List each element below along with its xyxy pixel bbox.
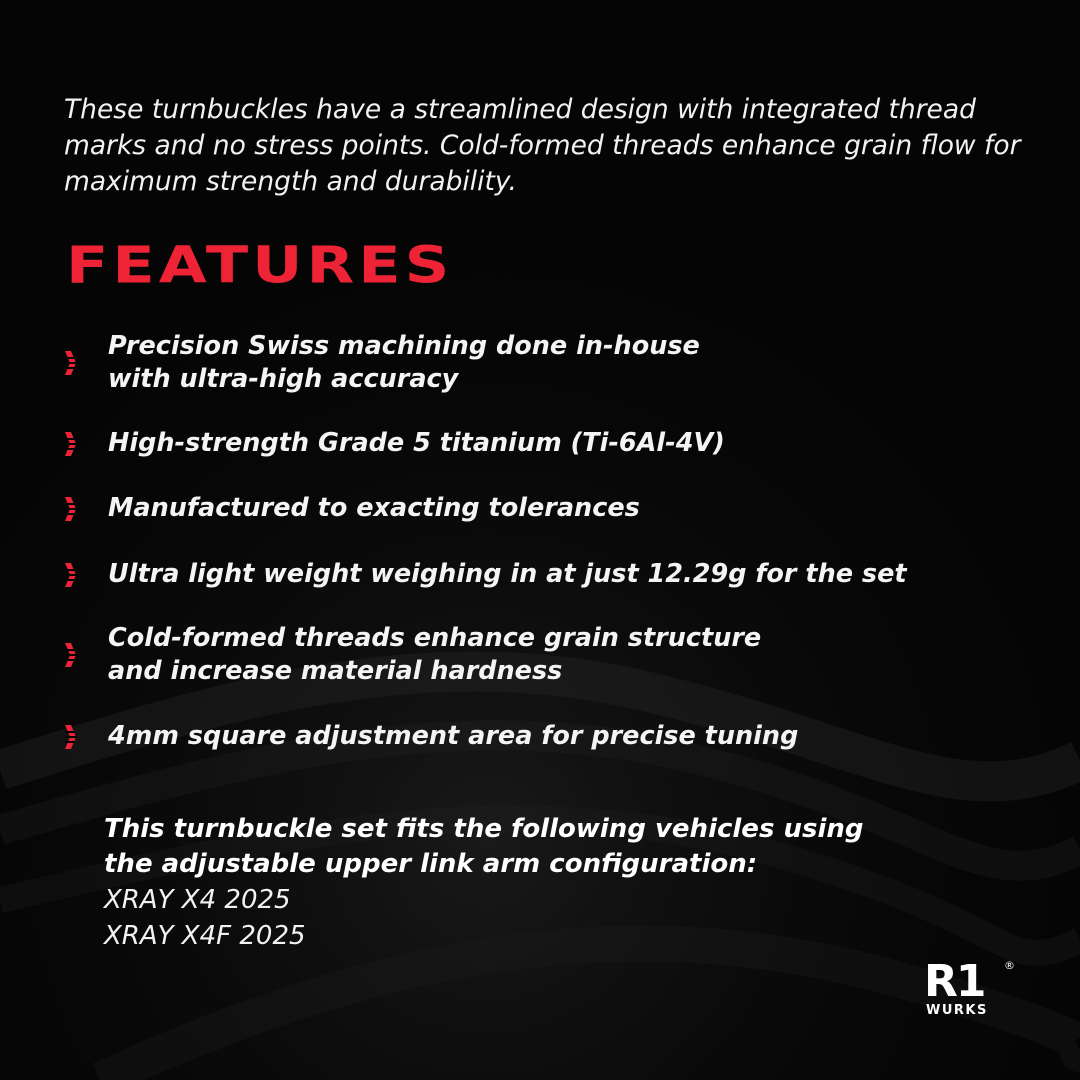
feature-item bbox=[62, 558, 1022, 591]
registered-mark: ® bbox=[1004, 959, 1015, 972]
logo-mark: R1 bbox=[924, 956, 985, 1007]
logo-wordmark: WURKS bbox=[926, 1003, 988, 1018]
chevron-right-icon bbox=[62, 494, 82, 524]
feature-text: Ultra light weight weighing in at just 12.29g for the set bbox=[108, 559, 907, 589]
feature-text: Cold-formed threads enhance grain structure and increase material hardness bbox=[108, 623, 762, 686]
feature-text: 4mm square adjustment area for precise tuning bbox=[108, 721, 799, 751]
chevron-right-icon bbox=[62, 429, 82, 459]
feature-text: Manufactured to exacting tolerances bbox=[108, 493, 640, 523]
features-heading: FEATURES bbox=[66, 235, 454, 296]
fitment-intro: This turnbuckle set fits the following vehicles using the adjustable upper link arm configuration: bbox=[104, 814, 864, 879]
chevron-right-icon bbox=[62, 722, 82, 752]
intro-paragraph: These turnbuckles have a streamlined design with integrated thread marks and no stress points. Cold-formed threads enhance grain flow for maximum strength and durability. bbox=[64, 94, 1021, 197]
vehicle-item: XRAY X4 2025 bbox=[104, 885, 291, 915]
vehicle-item: XRAY X4F 2025 bbox=[104, 921, 306, 951]
feature-text: Precision Swiss machining done in-house with ultra-high accuracy bbox=[108, 331, 700, 394]
feature-text: High-strength Grade 5 titanium (Ti-6Al-4V) bbox=[108, 428, 725, 458]
chevron-right-icon bbox=[62, 560, 82, 590]
chevron-right-icon bbox=[62, 348, 82, 378]
fitment-section bbox=[104, 812, 984, 954]
feature-item bbox=[62, 330, 1022, 396]
brand-logo bbox=[922, 958, 1018, 1022]
feature-item bbox=[62, 622, 1022, 688]
feature-item bbox=[62, 492, 1022, 525]
feature-item bbox=[62, 427, 1022, 460]
chevron-right-icon bbox=[62, 640, 82, 670]
feature-item bbox=[62, 720, 1022, 753]
